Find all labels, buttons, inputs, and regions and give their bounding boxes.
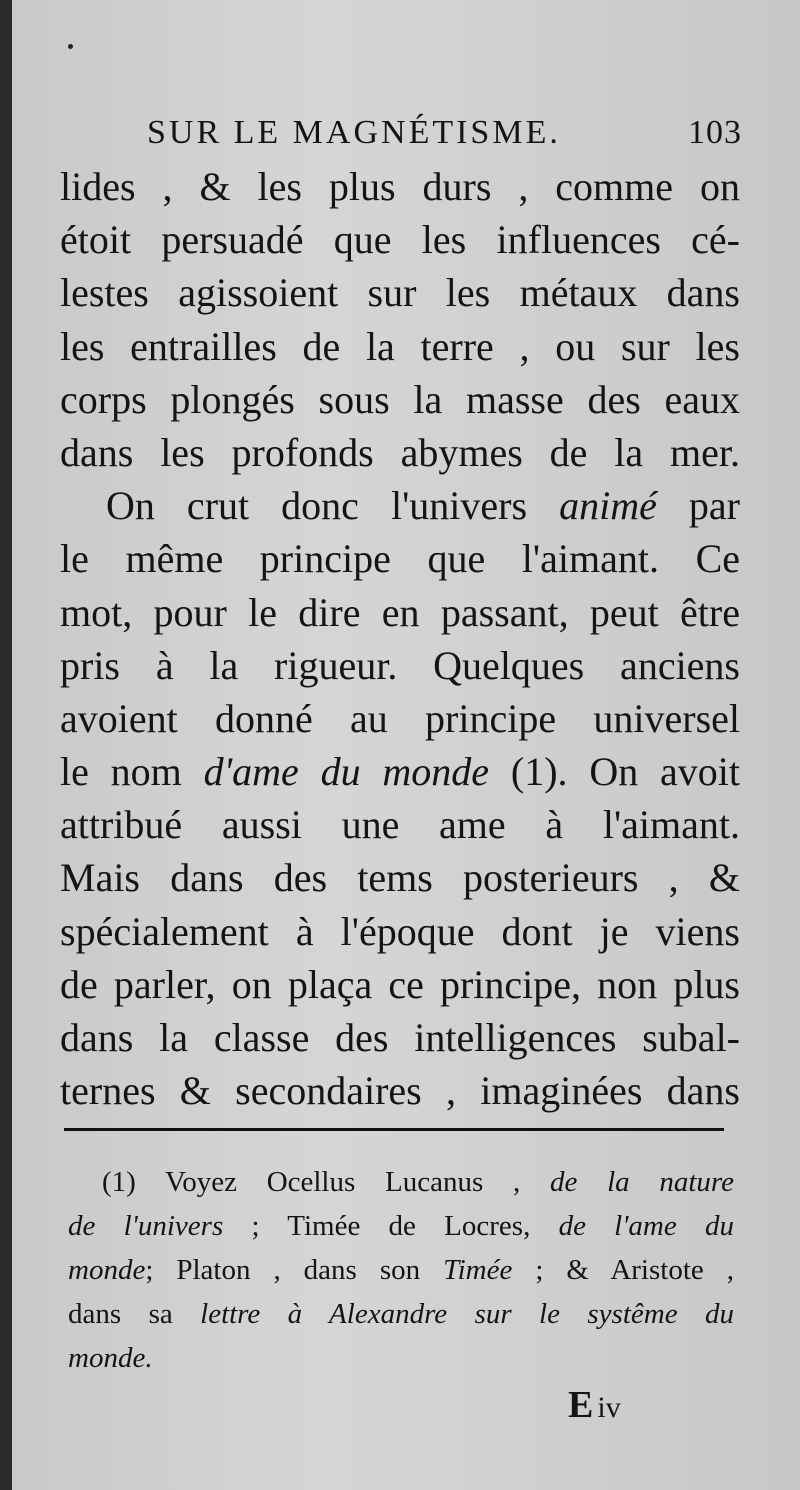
text-line: avoient donné au principe universel — [60, 695, 740, 741]
signature-mark: E iv — [568, 1384, 621, 1426]
body-text — [60, 160, 740, 1117]
text-line: ternes & secondaires , imaginées dans — [60, 1068, 740, 1114]
text-line: les entrailles de la terre , ou sur les — [60, 323, 740, 369]
text-line: corps plongés sous la masse des eaux — [60, 376, 740, 422]
footnote-line: monde; Platon , dans son Timée ; & Aristote , — [68, 1254, 734, 1286]
footnote-line: dans sa lettre à Alexandre sur le systême du — [68, 1298, 734, 1330]
text-line: lestes agissoient sur les métaux dans — [60, 270, 740, 316]
page-number: 103 — [688, 114, 742, 151]
running-head-title: SUR LE MAGNÉTISME. — [147, 114, 561, 151]
text-line: attribué aussi une ame à l'aimant. — [60, 802, 740, 848]
text-line: étoit persuadé que les influences cé- — [60, 217, 740, 263]
text-line: spécialement à l'époque dont je viens — [60, 908, 740, 954]
text-line: le nom d'ame du monde (1). On avoit — [60, 749, 740, 795]
text-line: dans les profonds abymes de la mer. — [60, 429, 740, 475]
italic-term: animé — [559, 483, 657, 529]
footnote-rule — [64, 1128, 724, 1131]
text-line: pris à la rigueur. Quelques anciens — [60, 642, 740, 688]
text-line: de parler, on plaça ce principe, non plus — [60, 961, 740, 1007]
text-line: mot, pour le dire en passant, peut être — [60, 589, 740, 635]
text-line: Mais dans des tems posterieurs , & — [60, 855, 740, 901]
italic-term: d'ame du monde — [203, 749, 490, 795]
text-line: le même principe que l'aimant. Ce — [60, 536, 740, 582]
ink-speck — [68, 44, 73, 49]
footnote-line: de l'univers ; Timée de Locres, de l'ame du — [68, 1210, 734, 1242]
running-head — [12, 108, 742, 158]
footnote — [68, 1160, 734, 1380]
footnote-line: monde. — [68, 1342, 153, 1374]
book-page — [12, 0, 800, 1490]
footnote-line: (1) Voyez Ocellus Lucanus , de la nature — [102, 1166, 734, 1198]
text-line: dans la classe des intelligences subal- — [60, 1015, 740, 1060]
text-line: lides , & les plus durs , comme on — [60, 164, 740, 209]
paragraph-start-line: On crut donc l'univers animé par — [106, 483, 740, 529]
